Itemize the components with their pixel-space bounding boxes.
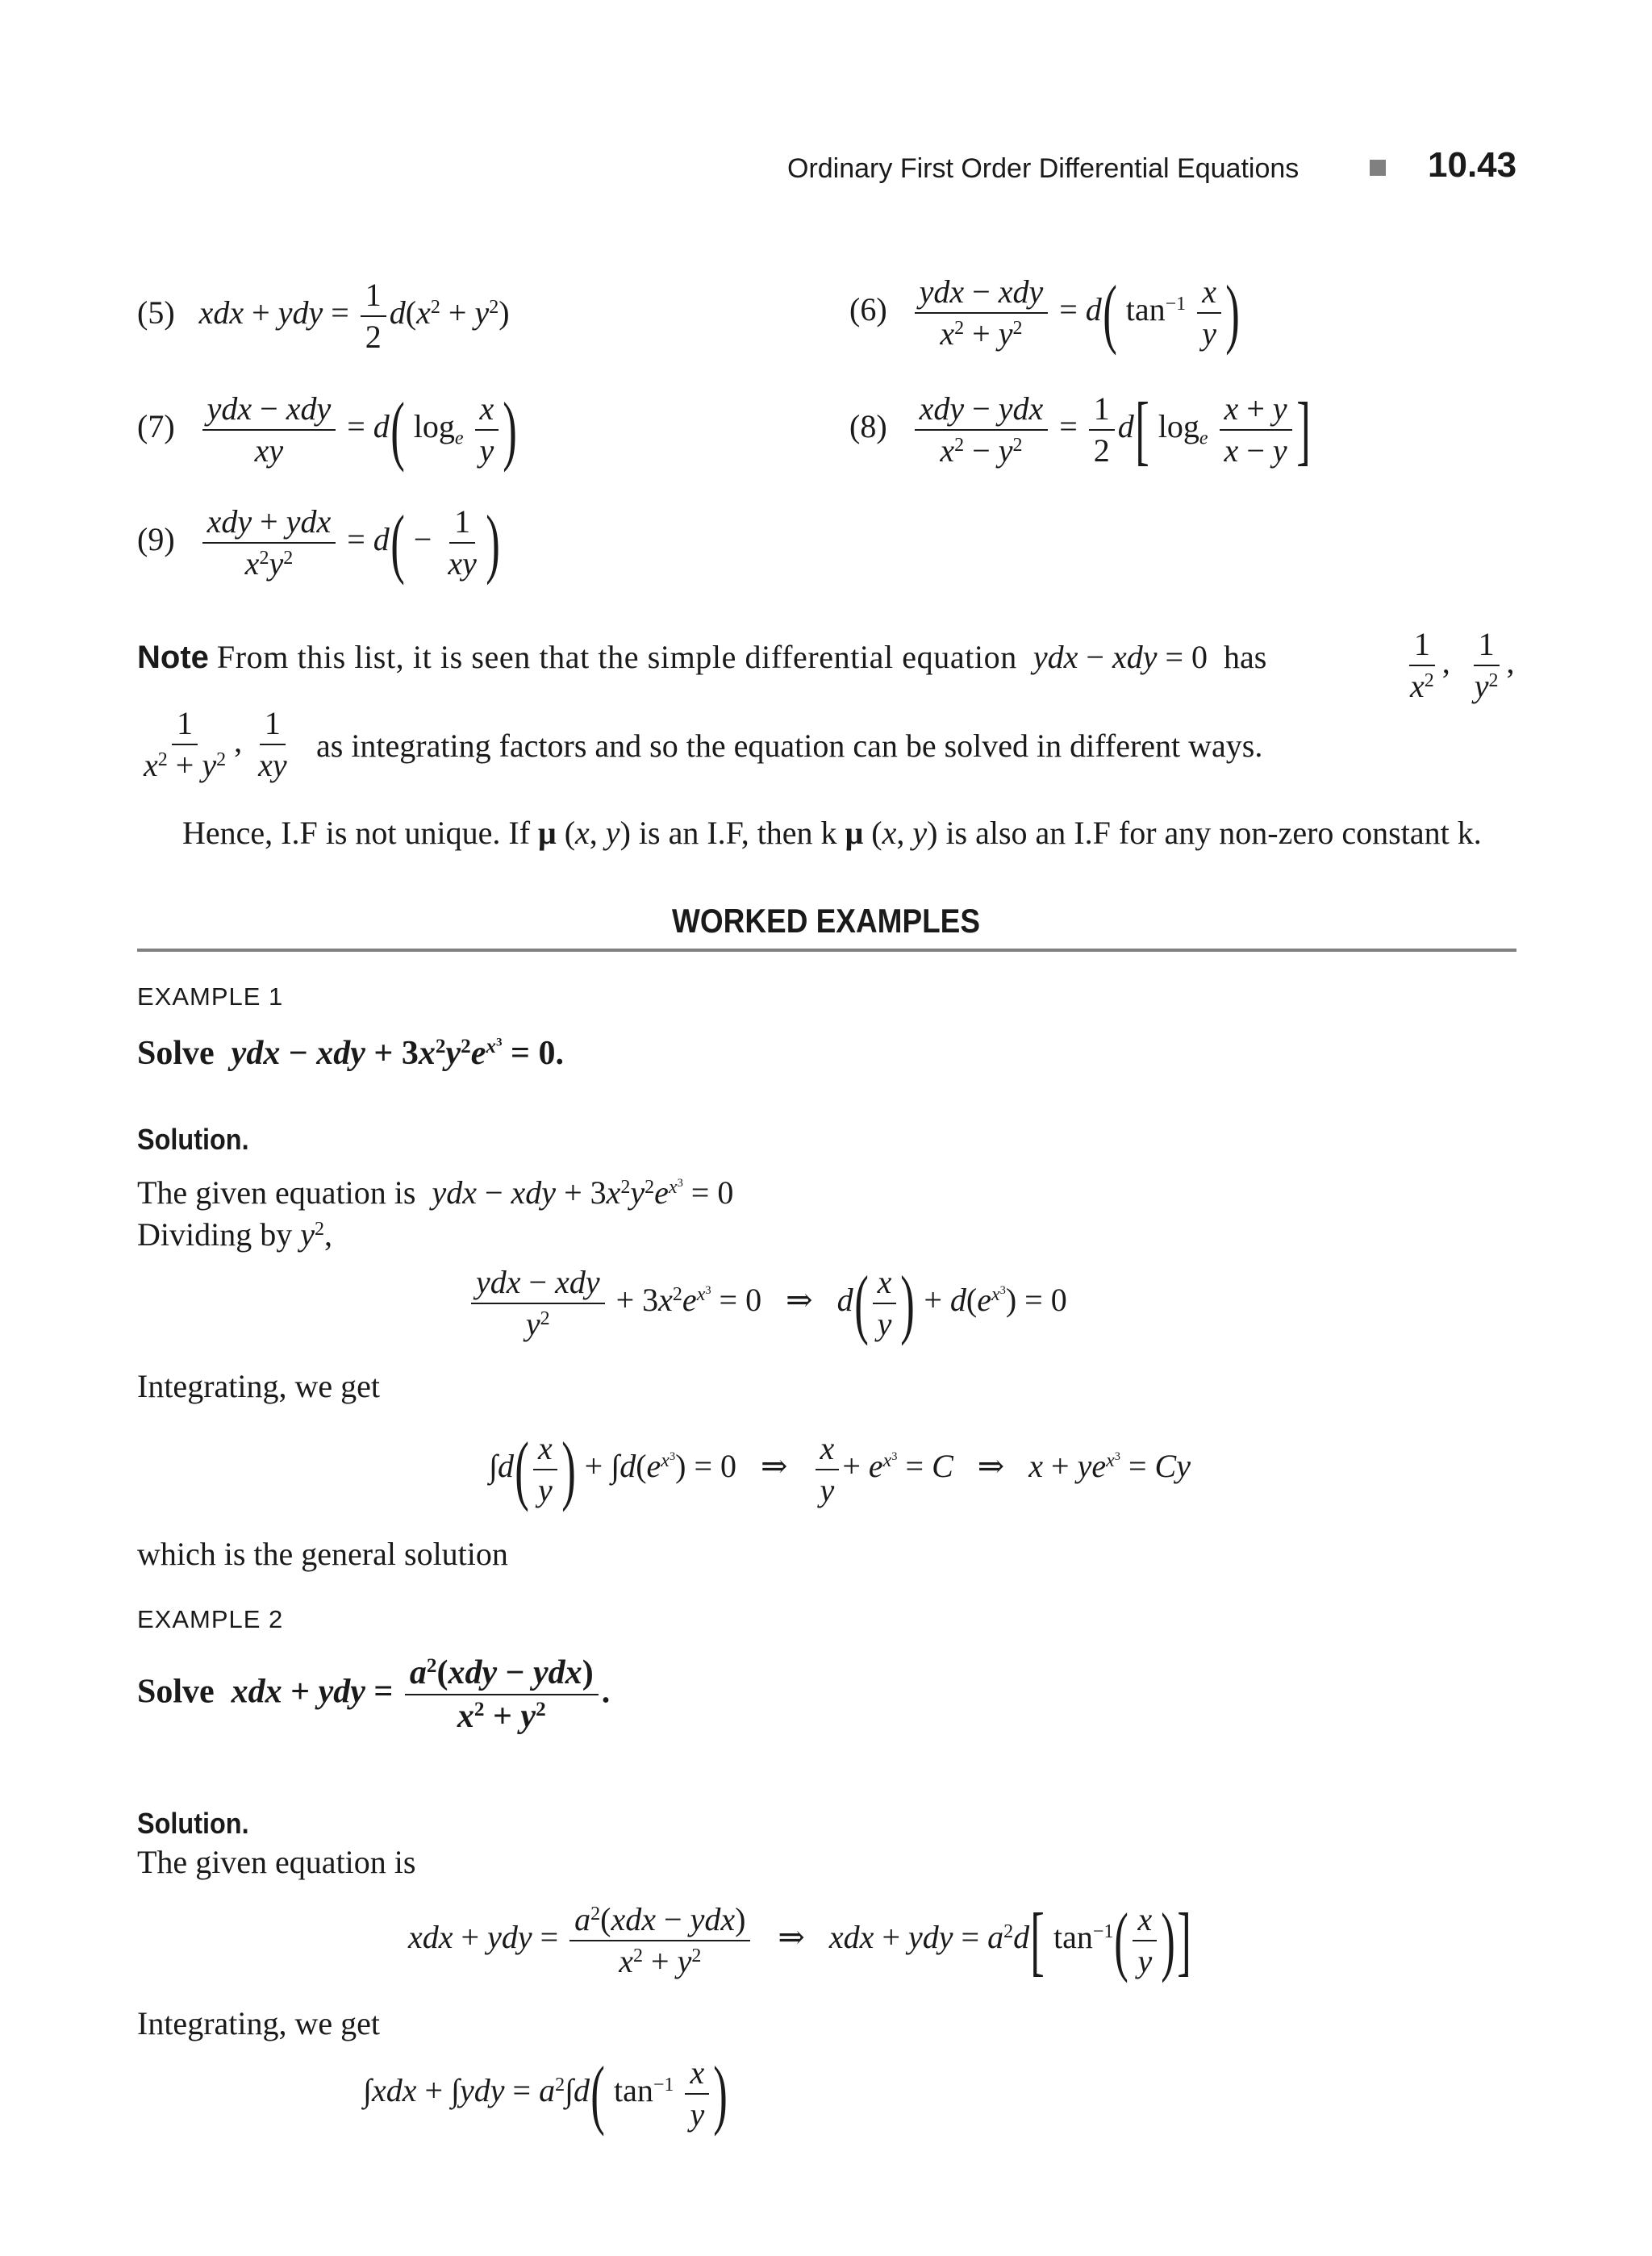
- solve-word: Solve: [137, 1673, 215, 1711]
- example-2-integrating: Integrating, we get: [137, 2005, 380, 2041]
- note-line-3-b: is an I.F, then k: [638, 815, 837, 851]
- note-label: Note: [137, 640, 209, 675]
- worked-examples-heading: WORKED EXAMPLES: [672, 902, 980, 940]
- equation-8: (8) $\frac{\text{xdy − ydx}}{x^2 - y^2}$ = $\frac{1}{2}$ d[ $\log_e$ $\frac{x + y}{x - y}$ ]: [849, 386, 1311, 473]
- equation-5: (5) xdx + ydy = $\frac{1}{2}$ $d(x^2 + y^2)$: [137, 277, 510, 355]
- example-2-solution-label: Solution.: [137, 1807, 249, 1840]
- example-1-general: which is the general solution: [137, 1536, 508, 1572]
- page-number: 10.43: [1428, 145, 1517, 185]
- equation-7: (7) $\frac{\text{ydx − xdy}}{xy}$ = d( $\log_e$ $\frac{x}{y}$ ): [137, 386, 518, 473]
- equation-number: (6): [849, 291, 887, 328]
- example-2-step-1: xdx + ydy = $\frac{a^2(xdx - ydx)}{x^2 + y^2}$ ⇒ xdx + ydy = $a^2d$[ $\tan^{-1}$( $\frac{x}{y}$ )]: [408, 1897, 1191, 1983]
- section-rule: [137, 949, 1516, 952]
- example-2-problem: Solve xdx + ydy = $\frac{a^2(xdy - ydx)}{x^2 + y^2}$ .: [137, 1654, 611, 1736]
- example-1-step-1: $\frac{\text{ydx − xdy}}{y^2}$ + $3x^2e^{x^3} = 0$ ⇒ d( $\frac{x}{y}$ ) + $d(e^{x^3}) = 0$: [468, 1265, 1067, 1342]
- note-line-3-c: is also an I.F for any non-zero constant k.: [945, 815, 1482, 851]
- solve-word: Solve: [137, 1035, 215, 1072]
- example-2-given: The given equation is: [137, 1844, 416, 1880]
- note-line-3: Hence, I.F is not unique. If μ (x, y) is an I.F, then k μ (x, y) is also an I.F for any non-zero constant k.: [182, 815, 1482, 851]
- given-text: The given equation is: [137, 1174, 416, 1211]
- example-1-problem: Solve ydx − xdy + $3x^2y^2e^{x^3} = 0$.: [137, 1035, 564, 1072]
- example-1-dividing: Dividing by $y^2$,: [137, 1216, 332, 1253]
- example-1-solution-label: Solution.: [137, 1123, 249, 1156]
- equation-number: (9): [137, 521, 175, 558]
- note-line-2: as integrating factors and so the equation can be solved in different ways.: [316, 728, 1263, 764]
- example-2-label: EXAMPLE 2: [137, 1605, 284, 1633]
- header-square-icon: [1370, 160, 1386, 176]
- note-line-1: Note From this list, it is seen that the simple differential equation ydx − xdy = 0 has: [137, 639, 1267, 675]
- example-1-step-2: ∫d( $\frac{x}{y}$ ) + $\int d(e^{x^3}) = 0$ ⇒ $\frac{x}{y}$ + $e^{x^3} = C$ ⇒ $x + ye^{x^3} = Cy$: [489, 1426, 1191, 1512]
- example-1-label: EXAMPLE 1: [137, 982, 284, 1011]
- running-header-title: Ordinary First Order Differential Equations: [787, 153, 1299, 184]
- example-1-integrating: Integrating, we get: [137, 1368, 380, 1404]
- dividing-text: Dividing by: [137, 1216, 293, 1253]
- example-1-given: The given equation is ydx − xdy + $3x^2y^2e^{x^3} = 0$: [137, 1174, 734, 1211]
- equation-6: (6) $\frac{\text{ydx − xdy}}{x^2 + y^2}$ = d( $\tan^{-1}$ $\frac{x}{y}$ ): [849, 269, 1240, 356]
- equation-number: (7): [137, 408, 175, 445]
- note-text: From this list, it is seen that the simple differential equation: [216, 639, 1017, 675]
- equation-9: (9) $\frac{\text{xdy + ydx}}{x^2y^2}$ = d( − $\frac{1}{xy}$ ): [137, 499, 500, 586]
- note-factors-a: $\frac{1}{x^2}$ , $\frac{1}{y^2}$ ,: [1410, 626, 1515, 704]
- equation-number: (5): [137, 294, 175, 332]
- example-2-step-2: $\int xdx + \int ydy = a^2\int d$( $\tan^{-1}$ $\frac{x}{y}$ ): [363, 2050, 728, 2137]
- note-factors-b: $\frac{1}{x^2 + y^2}$ , $\frac{1}{xy}$: [144, 705, 287, 783]
- note-has: has: [1224, 639, 1267, 675]
- equation-number: (8): [849, 408, 887, 445]
- note-line-3-a: Hence, I.F is not unique. If: [182, 815, 531, 851]
